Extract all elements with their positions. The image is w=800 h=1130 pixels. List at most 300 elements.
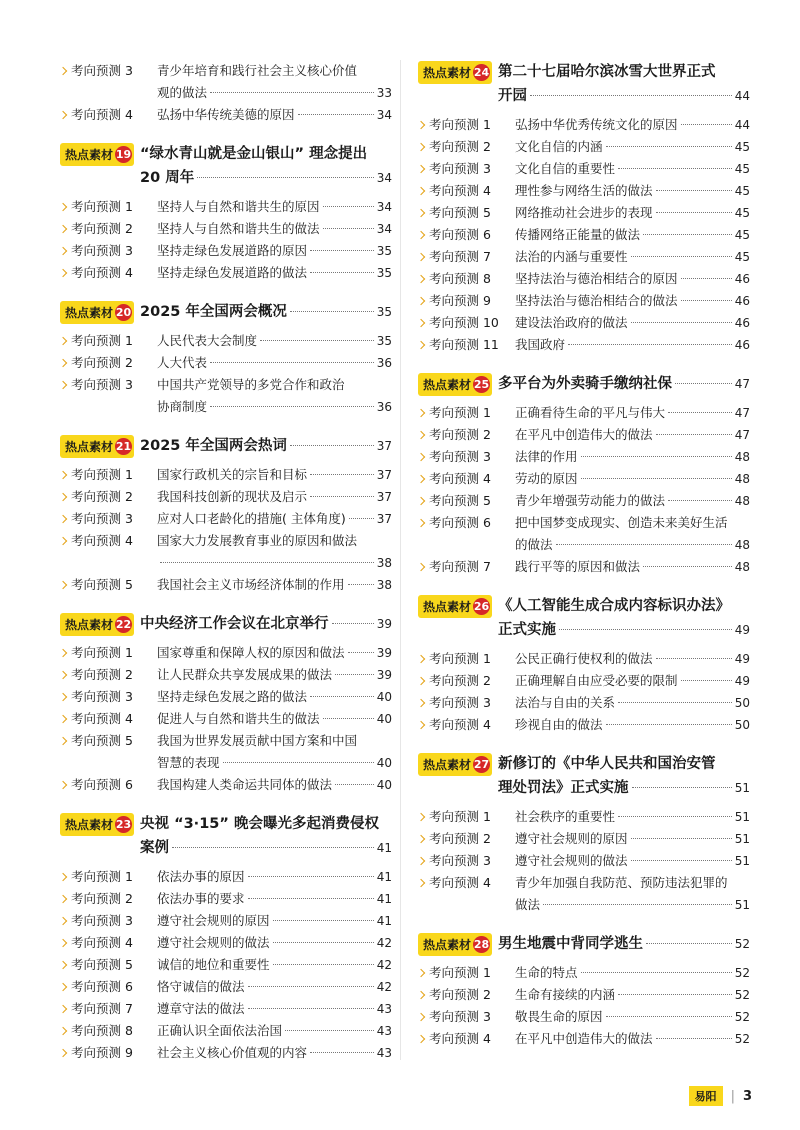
prediction-text: 弘扬中华优秀传统文化的原因 xyxy=(515,117,678,132)
prediction-line xyxy=(515,446,750,468)
page-ref: 48 xyxy=(734,472,750,486)
prediction-label: 考向预测 4 xyxy=(71,935,133,950)
prediction-body xyxy=(157,1042,392,1064)
prediction-item[interactable] xyxy=(60,104,392,126)
hot-topic-title-line xyxy=(498,594,750,618)
page-ref: 47 xyxy=(734,406,750,420)
prediction-item[interactable] xyxy=(60,686,392,708)
prediction-item[interactable] xyxy=(60,60,392,104)
hot-topic-title-text: “绿水青山就是金山银山” 理念提出 xyxy=(140,146,368,162)
prediction-line xyxy=(515,828,750,850)
chevron-right-icon xyxy=(59,693,67,701)
prediction-label: 考向预测 6 xyxy=(429,227,491,242)
prediction-item[interactable] xyxy=(60,486,392,508)
chevron-right-icon xyxy=(417,835,425,843)
prediction-label: 考向预测 8 xyxy=(429,271,491,286)
prediction-body xyxy=(515,806,750,828)
dotted-leader xyxy=(631,256,732,257)
prediction-line xyxy=(157,708,392,730)
prediction-label: 考向预测 4 xyxy=(429,1031,491,1046)
prediction-text: 我国政府 xyxy=(515,337,566,352)
chevron-right-icon xyxy=(59,1049,67,1057)
page-ref: 48 xyxy=(734,560,750,574)
dotted-leader xyxy=(223,762,374,763)
page-ref: 50 xyxy=(734,696,750,710)
prediction-body xyxy=(515,402,750,424)
prediction-line xyxy=(157,888,392,910)
dotted-leader xyxy=(681,300,732,301)
prediction-line xyxy=(157,82,392,104)
hot-topic-heading[interactable] xyxy=(60,300,392,324)
prediction-line xyxy=(515,648,750,670)
chevron-right-icon xyxy=(417,453,425,461)
prediction-body xyxy=(157,196,392,218)
prediction-body xyxy=(515,290,750,312)
prediction-text: 恪守诚信的做法 xyxy=(157,979,245,994)
prediction-body xyxy=(515,984,750,1006)
page-ref: 43 xyxy=(376,1002,392,1016)
prediction-label: 考向预测 2 xyxy=(429,831,491,846)
prediction-item[interactable] xyxy=(418,114,750,136)
page-ref: 36 xyxy=(376,356,392,370)
page-ref: 47 xyxy=(734,428,750,442)
page-ref: 37 xyxy=(376,490,392,504)
dotted-leader xyxy=(310,474,374,475)
dotted-leader xyxy=(310,272,374,273)
dotted-leader xyxy=(210,92,374,93)
chevron-right-icon xyxy=(417,409,425,417)
prediction-text: 坚持人与自然和谐共生的原因 xyxy=(157,199,320,214)
hot-topic-badge xyxy=(418,61,492,84)
page-ref: 45 xyxy=(734,206,750,220)
hot-topic-title xyxy=(140,434,392,458)
hot-topic-heading[interactable] xyxy=(418,932,750,956)
prediction-label: 考向预测 2 xyxy=(429,427,491,442)
hot-topic-title-text: 案例 xyxy=(140,840,170,856)
prediction-item[interactable] xyxy=(60,1020,392,1042)
prediction-text: 社会主义核心价值观的内容 xyxy=(157,1045,308,1060)
prediction-line xyxy=(157,396,392,418)
prediction-label: 考向预测 4 xyxy=(71,107,133,122)
page-ref: 37 xyxy=(376,439,392,453)
prediction-text: 正确理解自由应受必要的限制 xyxy=(515,673,678,688)
prediction-label: 考向预测 7 xyxy=(429,249,491,264)
chevron-right-icon xyxy=(417,297,425,305)
page-ref: 51 xyxy=(734,810,750,824)
column-divider xyxy=(400,60,401,1060)
page-ref: 46 xyxy=(734,338,750,352)
hot-topic-badge xyxy=(60,613,134,636)
prediction-item[interactable] xyxy=(60,374,392,418)
prediction-line xyxy=(157,1020,392,1042)
prediction-label: 考向预测 3 xyxy=(429,161,491,176)
prediction-item[interactable] xyxy=(60,730,392,774)
dotted-leader xyxy=(631,838,732,839)
prediction-line xyxy=(157,998,392,1020)
toc-section xyxy=(60,812,392,1064)
prediction-body xyxy=(157,574,392,596)
dotted-leader xyxy=(260,340,374,341)
prediction-line xyxy=(515,490,750,512)
prediction-item[interactable] xyxy=(418,512,750,556)
chevron-right-icon xyxy=(59,381,67,389)
prediction-item[interactable] xyxy=(418,424,750,446)
hot-topic-badge-label: 热点素材 xyxy=(65,148,114,162)
prediction-text: 理性参与网络生活的做法 xyxy=(515,183,653,198)
prediction-item[interactable] xyxy=(60,530,392,574)
prediction-item[interactable] xyxy=(418,806,750,828)
prediction-label: 考向预测 6 xyxy=(71,979,133,994)
dotted-leader xyxy=(349,518,374,519)
prediction-item[interactable] xyxy=(60,976,392,998)
prediction-item[interactable] xyxy=(418,872,750,916)
chevron-right-icon xyxy=(417,563,425,571)
prediction-item[interactable] xyxy=(418,850,750,872)
page-ref: 41 xyxy=(376,870,392,884)
prediction-line xyxy=(515,872,750,894)
prediction-item[interactable] xyxy=(418,334,750,356)
prediction-text: 让人民群众共享发展成果的做法 xyxy=(157,667,333,682)
hot-topic-badge-label: 热点素材 xyxy=(423,378,472,392)
prediction-line xyxy=(515,984,750,1006)
dotted-leader xyxy=(273,942,374,943)
chevron-right-icon xyxy=(417,991,425,999)
hot-topic-number: 25 xyxy=(473,378,490,391)
dotted-leader xyxy=(681,680,732,681)
prediction-item[interactable] xyxy=(418,962,750,984)
page-ref: 45 xyxy=(734,140,750,154)
prediction-label: 考向预测 7 xyxy=(71,1001,133,1016)
prediction-text: 正确认识全面依法治国 xyxy=(157,1023,283,1038)
prediction-line xyxy=(515,334,750,356)
chevron-right-icon xyxy=(59,203,67,211)
dotted-leader xyxy=(530,95,732,96)
prediction-label: 考向预测 1 xyxy=(71,869,133,884)
hot-topic-title-line xyxy=(140,434,392,458)
prediction-item[interactable] xyxy=(418,984,750,1006)
prediction-item[interactable] xyxy=(418,468,750,490)
prediction-text: 弘扬中华传统美德的原因 xyxy=(157,107,295,122)
hot-topic-badge-label: 热点素材 xyxy=(423,938,472,952)
prediction-item[interactable] xyxy=(60,866,392,888)
hot-topic-heading[interactable] xyxy=(418,60,750,108)
prediction-body xyxy=(515,312,750,334)
prediction-label: 考向预测 3 xyxy=(71,243,133,258)
hot-topic-title-text: 2025 年全国两会热词 xyxy=(140,438,287,454)
prediction-item[interactable] xyxy=(418,714,750,736)
toc-section xyxy=(60,434,392,596)
prediction-item[interactable] xyxy=(60,464,392,486)
page-ref: 46 xyxy=(734,272,750,286)
hot-topic-title xyxy=(140,142,392,190)
hot-topic-title xyxy=(140,300,392,324)
page-ref: 43 xyxy=(376,1024,392,1038)
prediction-label: 考向预测 2 xyxy=(71,221,133,236)
prediction-line xyxy=(515,850,750,872)
hot-topic-title-text: 开园 xyxy=(498,88,528,104)
prediction-item[interactable] xyxy=(418,136,750,158)
prediction-text: 在平凡中创造伟大的做法 xyxy=(515,1031,653,1046)
chevron-right-icon xyxy=(59,961,67,969)
prediction-label: 考向预测 5 xyxy=(71,957,133,972)
prediction-line xyxy=(157,552,392,574)
prediction-line xyxy=(157,954,392,976)
prediction-label: 考向预测 11 xyxy=(429,337,499,352)
hot-topic-title-text: 新修订的《中华人民共和国治安管 xyxy=(498,756,716,772)
dotted-leader xyxy=(643,234,732,235)
dotted-leader xyxy=(310,250,374,251)
prediction-label: 考向预测 1 xyxy=(429,117,491,132)
prediction-item[interactable] xyxy=(60,642,392,664)
hot-topic-number: 20 xyxy=(115,306,132,319)
dotted-leader xyxy=(335,674,374,675)
hot-topic-number: 22 xyxy=(115,618,132,631)
dotted-leader xyxy=(172,847,374,848)
prediction-line xyxy=(515,246,750,268)
prediction-label: 考向预测 3 xyxy=(429,449,491,464)
prediction-item[interactable] xyxy=(60,910,392,932)
dotted-leader xyxy=(559,629,732,630)
prediction-item[interactable] xyxy=(418,268,750,290)
dotted-leader xyxy=(618,702,732,703)
prediction-text: 我国社会主义市场经济体制的作用 xyxy=(157,577,345,592)
prediction-body xyxy=(515,850,750,872)
prediction-text: 做法 xyxy=(515,897,541,912)
page-ref: 40 xyxy=(376,712,392,726)
prediction-item[interactable] xyxy=(418,402,750,424)
prediction-item[interactable] xyxy=(418,692,750,714)
hot-topic-title xyxy=(498,932,750,956)
hot-topic-heading[interactable] xyxy=(60,612,392,636)
prediction-body xyxy=(515,872,750,916)
prediction-line xyxy=(157,866,392,888)
prediction-item[interactable] xyxy=(60,240,392,262)
hot-topic-title-line xyxy=(498,618,750,642)
prediction-body xyxy=(157,730,392,774)
prediction-line xyxy=(157,218,392,240)
prediction-label: 考向预测 1 xyxy=(71,467,133,482)
prediction-text: 青少年加强自我防范、预防违法犯罪的 xyxy=(515,875,728,890)
chevron-right-icon xyxy=(417,275,425,283)
chevron-right-icon xyxy=(59,111,67,119)
prediction-item[interactable] xyxy=(418,312,750,334)
dotted-leader xyxy=(285,1030,374,1031)
chevron-right-icon xyxy=(417,209,425,217)
dotted-leader xyxy=(210,406,374,407)
prediction-label: 考向预测 2 xyxy=(71,891,133,906)
dotted-leader xyxy=(581,478,732,479)
prediction-item[interactable] xyxy=(418,670,750,692)
prediction-body xyxy=(515,1028,750,1050)
prediction-label: 考向预测 10 xyxy=(429,315,499,330)
toc-section xyxy=(418,752,750,916)
chevron-right-icon xyxy=(59,1005,67,1013)
dotted-leader xyxy=(197,177,373,178)
prediction-line xyxy=(157,910,392,932)
hot-topic-heading[interactable] xyxy=(60,434,392,458)
prediction-item[interactable] xyxy=(418,1028,750,1050)
prediction-label: 考向预测 4 xyxy=(429,717,491,732)
prediction-item[interactable] xyxy=(418,246,750,268)
hot-topic-badge-label: 热点素材 xyxy=(423,600,472,614)
hot-topic-title-text: 《人工智能生成合成内容标识办法》 xyxy=(498,598,731,614)
hot-topic-badge xyxy=(418,933,492,956)
page-ref: 51 xyxy=(734,832,750,846)
prediction-label: 考向预测 3 xyxy=(429,853,491,868)
prediction-text: 国家大力发展教育事业的原因和做法 xyxy=(157,533,358,548)
chevron-right-icon xyxy=(59,895,67,903)
prediction-item[interactable] xyxy=(60,888,392,910)
prediction-label: 考向预测 4 xyxy=(429,875,491,890)
prediction-body xyxy=(515,180,750,202)
prediction-item[interactable] xyxy=(418,556,750,578)
prediction-item[interactable] xyxy=(418,828,750,850)
hot-topic-number: 27 xyxy=(473,758,490,771)
page-footer xyxy=(689,1086,752,1106)
hot-topic-heading[interactable] xyxy=(418,372,750,396)
prediction-item[interactable] xyxy=(418,180,750,202)
toc-right-column xyxy=(418,60,750,1066)
chevron-right-icon xyxy=(59,873,67,881)
chevron-right-icon xyxy=(59,359,67,367)
prediction-body xyxy=(515,828,750,850)
prediction-body xyxy=(157,218,392,240)
hot-topic-heading[interactable] xyxy=(60,812,392,860)
dotted-leader xyxy=(273,920,374,921)
chevron-right-icon xyxy=(417,519,425,527)
prediction-body xyxy=(157,998,392,1020)
dotted-leader xyxy=(568,344,732,345)
hot-topic-badge-label: 热点素材 xyxy=(65,618,114,632)
prediction-body xyxy=(157,330,392,352)
prediction-line xyxy=(515,512,750,534)
dotted-leader xyxy=(581,456,732,457)
prediction-body xyxy=(515,202,750,224)
prediction-body xyxy=(157,866,392,888)
hot-topic-badge-label: 热点素材 xyxy=(65,818,114,832)
chevron-right-icon xyxy=(59,515,67,523)
prediction-item[interactable] xyxy=(60,218,392,240)
prediction-item[interactable] xyxy=(60,664,392,686)
prediction-line xyxy=(515,202,750,224)
prediction-item[interactable] xyxy=(418,224,750,246)
prediction-text: 生命有接续的内涵 xyxy=(515,987,616,1002)
toc-section xyxy=(418,60,750,356)
hot-topic-title-line xyxy=(140,166,392,190)
prediction-label: 考向预测 2 xyxy=(429,673,491,688)
prediction-label: 考向预测 5 xyxy=(429,493,491,508)
hot-topic-title-text: 多平台为外卖骑手缴纳社保 xyxy=(498,376,673,392)
hot-topic-badge xyxy=(418,373,492,396)
hot-topic-title-line xyxy=(498,776,750,800)
prediction-item[interactable] xyxy=(60,574,392,596)
prediction-body xyxy=(157,1020,392,1042)
prediction-item[interactable] xyxy=(60,352,392,374)
prediction-item[interactable] xyxy=(418,446,750,468)
hot-topic-heading[interactable] xyxy=(60,142,392,190)
chevron-right-icon xyxy=(417,677,425,685)
page-ref: 51 xyxy=(734,781,750,795)
prediction-item[interactable] xyxy=(418,158,750,180)
hot-topic-number: 28 xyxy=(473,938,490,951)
hot-topic-number: 24 xyxy=(473,66,490,79)
hot-topic-title-text: 第二十七届哈尔滨冰雪大世界正式 xyxy=(498,64,716,80)
page-ref: 36 xyxy=(376,400,392,414)
page-ref: 35 xyxy=(376,334,392,348)
prediction-text: 法律的作用 xyxy=(515,449,578,464)
page-ref: 34 xyxy=(376,200,392,214)
prediction-item[interactable] xyxy=(418,1006,750,1028)
prediction-label: 考向预测 6 xyxy=(71,777,133,792)
prediction-item[interactable] xyxy=(60,330,392,352)
prediction-label: 考向预测 4 xyxy=(429,183,491,198)
prediction-item[interactable] xyxy=(60,774,392,796)
prediction-item[interactable] xyxy=(60,1042,392,1064)
dotted-leader xyxy=(618,994,732,995)
prediction-text: 遵章守法的做法 xyxy=(157,1001,245,1016)
prediction-item[interactable] xyxy=(60,262,392,284)
prediction-body xyxy=(157,464,392,486)
prediction-text: 人民代表大会制度 xyxy=(157,333,258,348)
prediction-label: 考向预测 1 xyxy=(429,809,491,824)
chevron-right-icon xyxy=(59,715,67,723)
prediction-text: 遵守社会规则的做法 xyxy=(515,853,628,868)
prediction-body xyxy=(515,962,750,984)
prediction-label: 考向预测 5 xyxy=(429,205,491,220)
hot-topic-heading[interactable] xyxy=(418,752,750,800)
dotted-leader xyxy=(310,696,374,697)
prediction-label: 考向预测 1 xyxy=(71,199,133,214)
chevron-right-icon xyxy=(417,1035,425,1043)
hot-topic-heading[interactable] xyxy=(418,594,750,642)
prediction-body xyxy=(157,686,392,708)
prediction-item[interactable] xyxy=(60,932,392,954)
prediction-item[interactable] xyxy=(418,290,750,312)
prediction-item[interactable] xyxy=(60,998,392,1020)
dotted-leader xyxy=(656,434,732,435)
prediction-body xyxy=(515,224,750,246)
prediction-item[interactable] xyxy=(60,508,392,530)
prediction-label: 考向预测 9 xyxy=(71,1045,133,1060)
prediction-item[interactable] xyxy=(418,648,750,670)
prediction-body xyxy=(157,104,392,126)
prediction-body xyxy=(157,642,392,664)
page-ref: 48 xyxy=(734,494,750,508)
prediction-item[interactable] xyxy=(418,490,750,512)
prediction-line xyxy=(157,530,392,552)
page-ref: 40 xyxy=(376,756,392,770)
hot-topic-title-line xyxy=(498,932,750,956)
prediction-body xyxy=(515,692,750,714)
page-ref: 49 xyxy=(734,623,750,637)
prediction-body xyxy=(515,556,750,578)
prediction-line xyxy=(157,730,392,752)
chevron-right-icon xyxy=(417,699,425,707)
prediction-body xyxy=(515,714,750,736)
prediction-item[interactable] xyxy=(60,954,392,976)
prediction-text: 法治的内涵与重要性 xyxy=(515,249,628,264)
hot-topic-title-line xyxy=(140,812,392,836)
dotted-leader xyxy=(543,904,732,905)
prediction-item[interactable] xyxy=(418,202,750,224)
page-ref: 41 xyxy=(376,892,392,906)
prediction-item[interactable] xyxy=(60,708,392,730)
prediction-label: 考向预测 5 xyxy=(71,733,133,748)
chevron-right-icon xyxy=(417,187,425,195)
prediction-item[interactable] xyxy=(60,196,392,218)
prediction-label: 考向预测 4 xyxy=(71,265,133,280)
page-number: 3 xyxy=(742,1088,752,1104)
